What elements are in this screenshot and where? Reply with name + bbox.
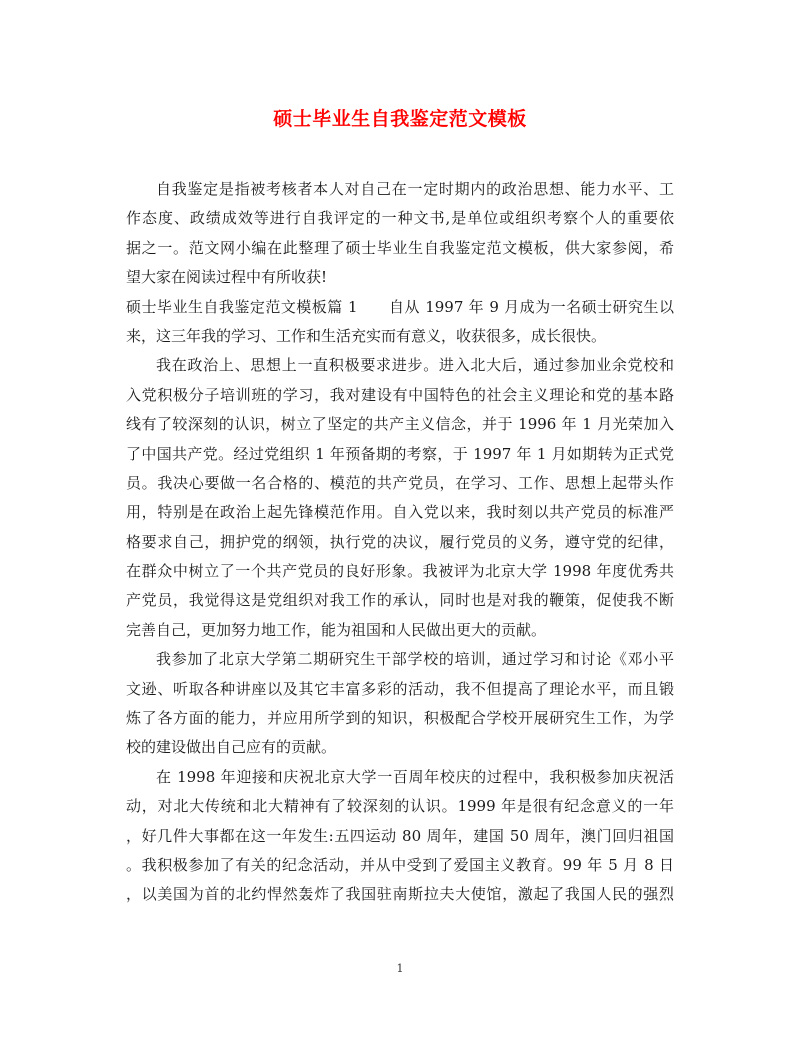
document-title: 硕士毕业生自我鉴定范文模板 bbox=[273, 108, 527, 130]
page-number: 1 bbox=[396, 962, 404, 975]
text-line: 产党员，我觉得这是党组织对我工作的承认，同时也是对我的鞭策，促使我不断 bbox=[126, 591, 674, 610]
text-line: 硕士毕业生自我鉴定范文模板篇 1 自从 1997 年 9 月成为一名硕士研究生以 bbox=[126, 297, 674, 316]
text-line: 了中国共产党。经过党组织 1 年预备期的考察，于 1997 年 1 月如期转为正式党 bbox=[126, 444, 674, 463]
text-line: 格要求自己，拥护党的纲领，执行党的决议，履行党员的义务，遵守党的纪律， bbox=[126, 532, 674, 551]
text-line: 校的建设做出自己应有的贡献。 bbox=[126, 738, 337, 757]
text-line: 我参加了北京大学第二期研究生干部学校的培训，通过学习和讨论《邓小平 bbox=[156, 650, 674, 669]
text-line: 入党积极分子培训班的学习，我对建设有中国特色的社会主义理论和党的基本路 bbox=[126, 385, 674, 404]
text-line: ，以美国为首的北约悍然轰炸了我国驻南斯拉夫大使馆，激起了我国人民的强烈 bbox=[126, 885, 674, 904]
text-line: 完善自己，更加努力地工作，能为祖国和人民做出更大的贡献。 bbox=[126, 620, 547, 639]
text-line: 线有了较深刻的认识，树立了坚定的共产主义信念，并于 1996 年 1 月光荣加入 bbox=[126, 415, 674, 434]
text-line: 据之一。范文网小编在此整理了硕士毕业生自我鉴定范文模板，供大家参阅，希 bbox=[126, 238, 674, 257]
text-line: ，好几件大事都在这一年发生:五四运动 80 周年，建国 50 周年，澳门回归祖国 bbox=[126, 826, 674, 845]
text-line: 我在政治上、思想上一直积极要求进步。进入北大后，通过参加业余党校和 bbox=[156, 356, 674, 375]
text-line: 来，这三年我的学习、工作和生活充实而有意义，收获很多，成长很快。 bbox=[126, 326, 607, 345]
text-line: 文逊、听取各种讲座以及其它丰富多彩的活动，我不但提高了理论水平，而且锻 bbox=[126, 679, 674, 698]
text-line: 作态度、政绩成效等进行自我评定的一种文书,是单位或组织考察个人的重要依 bbox=[126, 209, 674, 228]
text-line: 。我积极参加了有关的纪念活动，并从中受到了爱国主义教育。99 年 5 月 8 日 bbox=[126, 855, 674, 874]
text-line: 在群众中树立了一个共产党员的良好形象。我被评为北京大学 1998 年度优秀共 bbox=[126, 562, 674, 581]
text-line: 用，特别是在政治上起先锋模范作用。自入党以来，我时刻以共产党员的标准严 bbox=[126, 503, 674, 522]
document-body bbox=[126, 175, 674, 910]
text-line: 动，对北大传统和北大精神有了较深刻的认识。1999 年是很有纪念意义的一年 bbox=[126, 797, 674, 816]
text-line: 炼了各方面的能力，并应用所学到的知识，积极配合学校开展研究生工作，为学 bbox=[126, 709, 674, 728]
text-line: 望大家在阅读过程中有所收获! bbox=[126, 268, 328, 287]
text-line: 员。我决心要做一名合格的、模范的共产党员，在学习、工作、思想上起带头作 bbox=[126, 473, 674, 492]
text-line: 在 1998 年迎接和庆祝北京大学一百周年校庆的过程中，我积极参加庆祝活 bbox=[156, 767, 674, 786]
text-line: 自我鉴定是指被考核者本人对自己在一定时期内的政治思想、能力水平、工 bbox=[156, 180, 674, 198]
